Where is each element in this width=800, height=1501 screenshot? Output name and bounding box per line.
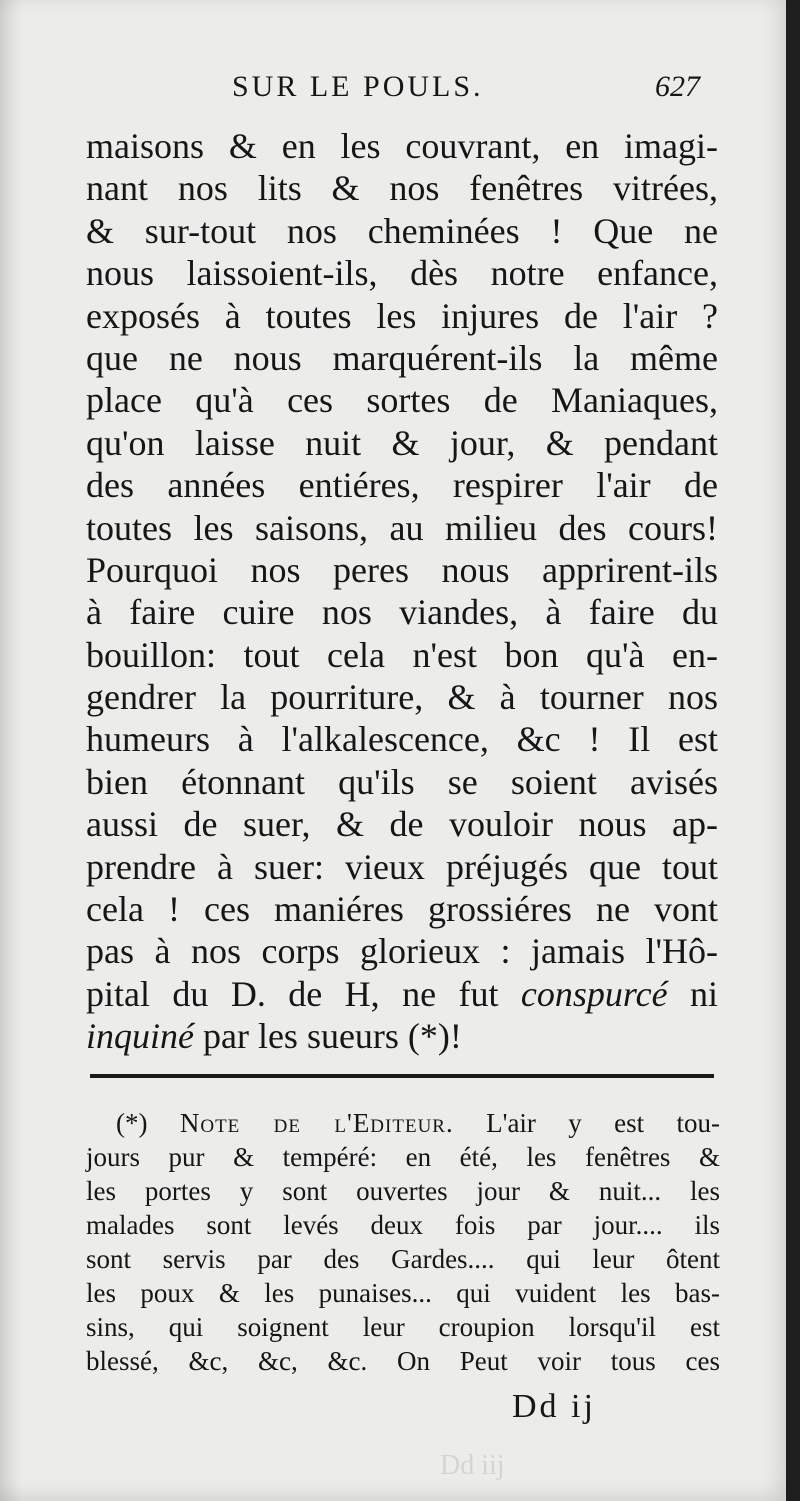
text-line: exposés à toutes les injures de l'air ?: [86, 295, 718, 336]
text-line: bouillon: tout cela n'est bon qu'à en-: [86, 634, 718, 675]
text-line: qu'on laisse nuit & jour, & pendant: [86, 422, 718, 463]
page-number: 627: [655, 70, 700, 103]
text-line: aussi de suer, & de vouloir nous ap-: [86, 804, 718, 845]
text-run: L'air y est tou-: [453, 1108, 720, 1138]
text-line: bien étonnant qu'ils se soient avisés: [86, 761, 718, 802]
footnote-heading: Note de l'Editeur.: [179, 1108, 454, 1138]
footnote-divider: [90, 1074, 714, 1078]
footnote: [86, 1106, 720, 1378]
text-line: gendrer la pourriture, & à tourner nos: [86, 677, 718, 718]
footnote-marker: (*): [116, 1108, 180, 1138]
footnote-line: les portes y sont ouvertes jour & nuit... les: [86, 1176, 720, 1206]
text-line: à faire cuire nos viandes, à faire du: [86, 592, 718, 633]
italic-word: conspurcé: [520, 973, 668, 1014]
text-run: ni: [667, 973, 718, 1014]
italic-word: inquiné: [86, 1016, 194, 1057]
footnote-line: les poux & les punaises... qui vuident les bas-: [86, 1278, 720, 1308]
text-line: toutes les saisons, au milieu des cours!: [86, 507, 718, 548]
show-through-text: Dd iij: [440, 1450, 505, 1481]
footnote-line: [86, 1106, 720, 1140]
signature-mark: Dd ij: [512, 1388, 596, 1425]
text-line: que ne nous marquérent-ils la même: [86, 337, 718, 378]
footnote-line: sont servis par des Gardes.... qui leur ôtent: [86, 1244, 720, 1274]
text-line: Pourquoi nos peres nous apprirent-ils: [86, 549, 718, 590]
text-line: pas à nos corps glorieux : jamais l'Hô-: [86, 931, 718, 972]
text-line: maisons & en les couvrant, en imagi-: [86, 126, 718, 166]
text-run: pital du D. de H, ne fut: [86, 973, 521, 1014]
footnote-line: sins, qui soignent leur croupion lorsqu'il est: [86, 1312, 720, 1342]
text-line: prendre à suer: vieux préjugés que tout: [86, 846, 718, 887]
text-line: des années entiéres, respirer l'air de: [86, 465, 718, 506]
footnote-line: blessé, &c, &c, &c. On Peut voir tous ces: [86, 1346, 720, 1376]
text-line: [86, 1015, 718, 1057]
page-spine-shadow: [0, 0, 22, 1501]
running-title: SUR LE POULS.: [232, 70, 484, 103]
text-line: place qu'à ces sortes de Maniaques,: [86, 380, 718, 421]
main-text: [86, 125, 718, 1058]
text-line: cela ! ces maniéres grossiéres ne vont: [86, 889, 718, 930]
text-line: & sur-tout nos cheminées ! Que ne: [86, 210, 718, 251]
text-line: [86, 973, 718, 1015]
text-line: humeurs à l'alkalescence, &c ! Il est: [86, 719, 718, 760]
footnote-line: malades sont levés deux fois par jour.... ils: [86, 1210, 720, 1240]
text-run: par les sueurs (*)!: [193, 1016, 462, 1057]
footnote-line: jours pur & tempéré: en été, les fenêtres &: [86, 1142, 720, 1172]
text-line: nant nos lits & nos fenêtres vitrées,: [86, 168, 718, 209]
text-line: nous laissoient-ils, dès notre enfance,: [86, 253, 718, 294]
